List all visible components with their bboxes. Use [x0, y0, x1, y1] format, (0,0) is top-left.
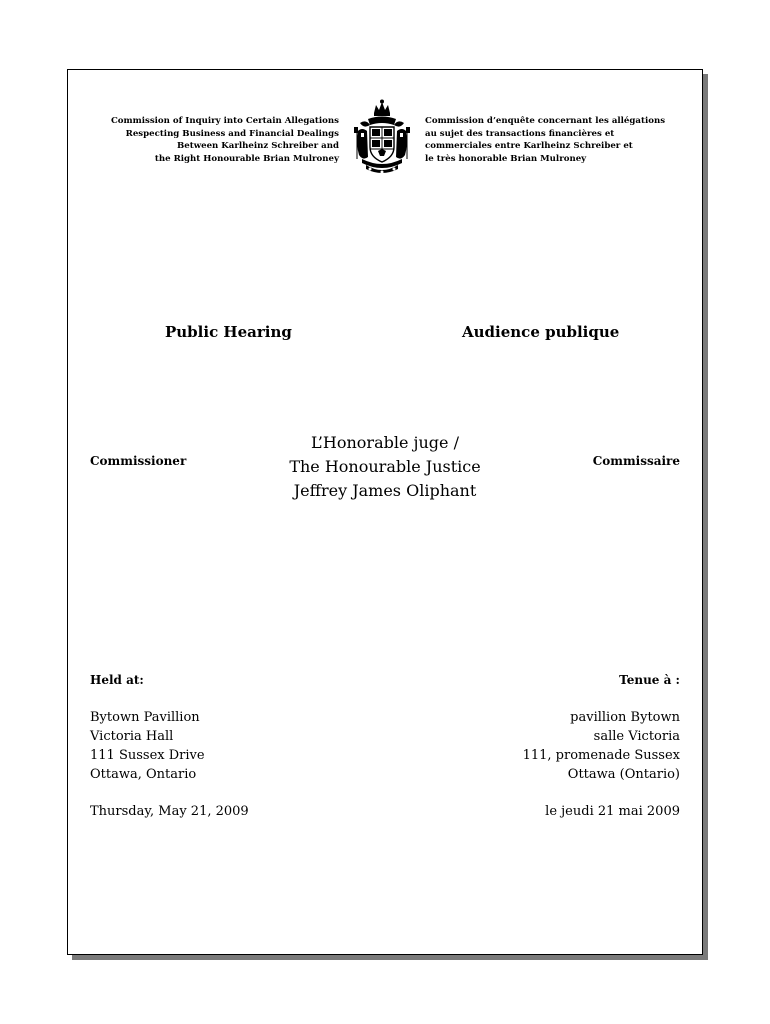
- address-line: pavillion Bytown: [570, 710, 680, 725]
- commissioner-name: [218, 431, 552, 503]
- commissioner-name-line: L’Honorable juge /: [311, 433, 459, 452]
- held-at-english: Held at:: [90, 673, 144, 687]
- coat-of-arms-icon: [354, 99, 410, 175]
- address-line: Ottawa, Ontario: [90, 767, 197, 782]
- hearing-date-english: Thursday, May 21, 2009: [90, 804, 249, 819]
- address-line: 111 Sussex Drive: [90, 748, 205, 763]
- header-french-line: commerciales entre Karlheinz Schreiber et: [425, 141, 633, 152]
- address-line: Ottawa (Ontario): [567, 767, 680, 782]
- commissioner-name-line: The Honourable Justice: [289, 457, 481, 476]
- hearing-date-french: le jeudi 21 mai 2009: [545, 804, 680, 819]
- commissioner-label-english: Commissioner: [90, 454, 187, 468]
- address-line: 111, promenade Sussex: [522, 748, 680, 763]
- header-english-line: Respecting Business and Financial Dealings: [125, 128, 339, 139]
- header-french: [425, 115, 665, 165]
- header-english: [111, 115, 339, 165]
- header-english-line: the Right Honourable Brian Mulroney: [154, 153, 339, 164]
- commissioner-name-line: Jeffrey James Oliphant: [293, 481, 477, 500]
- address-line: Victoria Hall: [90, 729, 174, 744]
- title-english: Public Hearing: [165, 323, 292, 341]
- document-page: [67, 69, 703, 955]
- address-french: [523, 708, 680, 784]
- header-english-line: Commission of Inquiry into Certain Allegations: [110, 116, 339, 126]
- address-line: Bytown Pavillion: [90, 710, 200, 725]
- commissioner-label-french: Commissaire: [592, 454, 680, 468]
- address-line: salle Victoria: [593, 729, 680, 744]
- header-french-line: Commission d’enquête concernant les allégations: [425, 116, 666, 126]
- header-french-line: le très honorable Brian Mulroney: [425, 153, 587, 164]
- header-english-line: Between Karlheinz Schreiber and: [177, 141, 339, 152]
- address-english: [90, 708, 205, 784]
- title-french: Audience publique: [462, 323, 620, 341]
- held-at-french: Tenue à :: [619, 673, 680, 687]
- header-french-line: au sujet des transactions financières et: [425, 128, 615, 139]
